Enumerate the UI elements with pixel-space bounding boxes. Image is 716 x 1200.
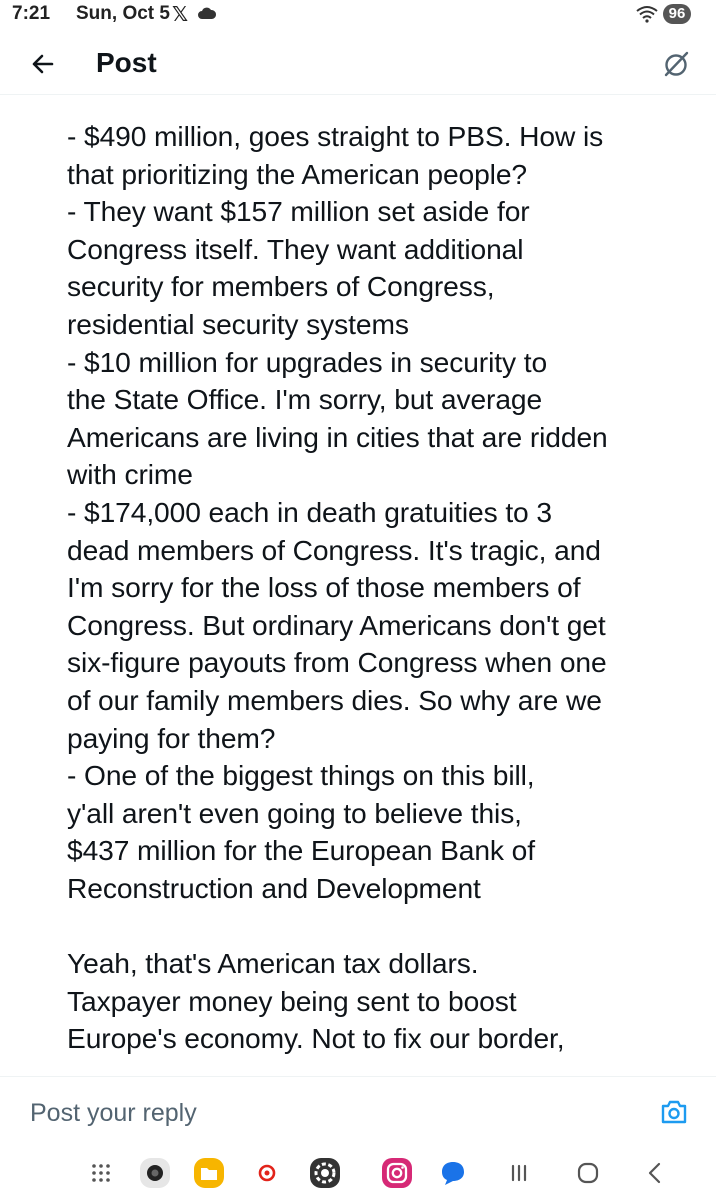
post-line: paying for them? xyxy=(67,721,276,754)
apps-grid-icon[interactable] xyxy=(84,1156,118,1190)
post-line: Congress. But ordinary Americans don't get xyxy=(67,608,606,641)
post-line: security for members of Congress, xyxy=(67,270,495,303)
page-title: Post xyxy=(96,47,157,78)
post-line: I'm sorry for the loss of those members of xyxy=(67,571,581,604)
post-text xyxy=(67,118,703,1058)
post-line: Reconstruction and Development xyxy=(67,871,481,904)
post-line: the State Office. I'm sorry, but average xyxy=(67,383,543,416)
settings-app-icon[interactable] xyxy=(308,1156,342,1190)
arrow-left-icon xyxy=(20,46,64,82)
post-line: - $10 million for upgrades in security to xyxy=(67,345,548,378)
post-line: with crime xyxy=(67,458,193,491)
cloud-icon xyxy=(197,6,217,20)
grok-icon xyxy=(660,48,692,80)
post-line: Taxpayer money being sent to boost xyxy=(67,984,517,1017)
camera-icon xyxy=(660,1099,688,1125)
post-line: - They want $157 million set aside for xyxy=(67,195,530,228)
x-logo-icon: 𝕏 xyxy=(172,4,189,26)
post-line: Yeah, that's American tax dollars. xyxy=(67,947,479,980)
top-app-bar xyxy=(0,30,716,95)
post-line: Europe's economy. Not to fix our border, xyxy=(67,1022,565,1055)
wifi-icon xyxy=(636,5,658,23)
status-date: Sun, Oct 5 xyxy=(76,3,170,24)
grok-button[interactable] xyxy=(660,48,692,80)
messages-app-icon[interactable] xyxy=(436,1156,470,1190)
post-line: $437 million for the European Bank of xyxy=(67,834,535,867)
post-line: Americans are living in cities that are ridden xyxy=(67,420,608,453)
camera-button[interactable] xyxy=(660,1099,688,1125)
home-icon[interactable] xyxy=(571,1156,605,1190)
reply-bar xyxy=(0,1076,716,1145)
post-line: that prioritizing the American people? xyxy=(67,157,527,190)
post-line: dead members of Congress. It's tragic, and xyxy=(67,533,601,566)
post-line: - $174,000 each in death gratuities to 3 xyxy=(67,495,552,528)
post-line: residential security systems xyxy=(67,307,409,340)
camera-app-icon[interactable] xyxy=(138,1156,172,1190)
post-line: six-figure payouts from Congress when one xyxy=(67,646,607,679)
instagram-app-icon[interactable] xyxy=(380,1156,414,1190)
back-icon[interactable] xyxy=(638,1156,672,1190)
files-app-icon[interactable] xyxy=(192,1156,226,1190)
status-time: 7:21 xyxy=(12,3,51,24)
back-button[interactable] xyxy=(20,46,64,82)
system-nav-bar xyxy=(0,1146,716,1200)
email-app-icon[interactable] xyxy=(250,1156,284,1190)
post-line: Congress itself. They want additional xyxy=(67,232,524,265)
battery-icon: 96 xyxy=(663,4,691,24)
status-bar xyxy=(0,0,716,30)
post-line: - One of the biggest things on this bill, xyxy=(67,759,535,792)
post-line: of our family members dies. So why are we xyxy=(67,683,602,716)
recents-icon[interactable] xyxy=(502,1156,536,1190)
post-line: - $490 million, goes straight to PBS. How is xyxy=(67,120,604,152)
post-line xyxy=(67,907,703,945)
post-line: y'all aren't even going to believe this, xyxy=(67,796,522,829)
reply-input[interactable] xyxy=(28,1095,592,1131)
